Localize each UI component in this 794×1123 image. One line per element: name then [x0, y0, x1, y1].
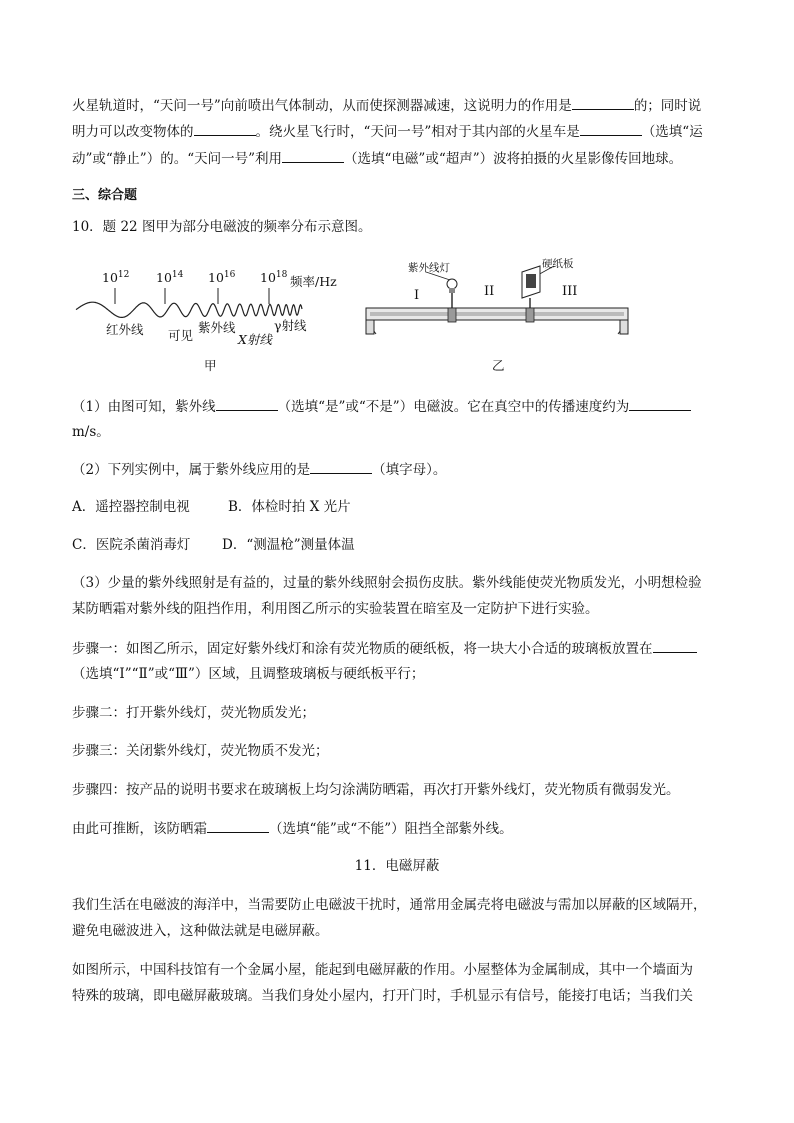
- text-line: [72, 818, 513, 839]
- ultraviolet-label: 紫外线: [198, 320, 236, 335]
- text: 步骤一：如图乙所示，固定好紫外线灯和涂有荧光物质的硬纸板，将一块大小合适的玻璃板放置在: [72, 641, 653, 657]
- text-line: [72, 148, 682, 169]
- freq-label-14: $10^{14}$: [156, 270, 184, 286]
- text: （选填“运: [641, 124, 703, 140]
- text-line: m/s。: [72, 424, 110, 440]
- caption-jia: 甲: [204, 358, 217, 373]
- unit-label: 频率/Hz: [290, 274, 337, 289]
- text-line: 某防晒霜对紫外线的阻挡作用，利用图乙所示的实验装置在暗室及一定防护下进行实验。: [72, 601, 599, 617]
- answer-blank[interactable]: [572, 95, 634, 110]
- text: 明力可以改变物体的: [72, 124, 194, 140]
- option-d: D．“测温枪”测量体温: [222, 537, 355, 553]
- answer-blank[interactable]: [207, 818, 269, 833]
- answer-blank[interactable]: [653, 638, 697, 653]
- text-line: [72, 95, 701, 116]
- option-b: B．体检时拍 X 光片: [228, 499, 351, 515]
- text-line: 避免电磁波进入，这种做法就是电磁屏蔽。: [72, 923, 329, 939]
- text: （选填“电磁”或“超声”）波将拍摄的火星影像传回地球。: [344, 151, 683, 167]
- text-line: 如图所示，中国科技馆有一个金属小屋，能起到电磁屏蔽的作用。小屋整体为金属制成，其中一个墙面为: [72, 962, 693, 978]
- board-label: 硬纸板: [542, 258, 574, 270]
- answer-blank[interactable]: [216, 396, 278, 411]
- caption-yi: 乙: [492, 358, 505, 373]
- option-row: [72, 497, 190, 517]
- section-heading: 三、综合题: [72, 188, 138, 203]
- text: 的；同时说: [633, 98, 702, 114]
- text-line: 我们生活在电磁波的海洋中，当需要防止电磁波干扰时，通常用金属壳将电磁波与需加以屏蔽的区域隔开，: [72, 897, 707, 913]
- text-line: [72, 638, 697, 659]
- text-line: （选填“I”“Ⅱ”或“Ⅲ”）区域，且调整玻璃板与硬纸板平行；: [72, 666, 425, 682]
- freq-label-16: $10^{16}$: [208, 270, 236, 286]
- text: 由此可推断，该防晒霜: [72, 821, 207, 837]
- figure-spectrum: [70, 262, 350, 374]
- infrared-label: 红外线: [106, 322, 144, 337]
- text-line: 步骤二：打开紫外线灯，荧光物质发光；: [72, 705, 315, 721]
- freq-label-18: $10^{18}$: [260, 270, 288, 286]
- text-line: [72, 396, 691, 417]
- text-line: （3）少量的紫外线照射是有益的，过量的紫外线照射会损伤皮肤。紫外线能使荧光物质发光，小明想检验: [72, 575, 702, 591]
- text: 。绕火星飞行时，“天问一号”相对于其内部的火星车是: [255, 124, 580, 140]
- region-1-label: I: [414, 288, 420, 303]
- lamp-label: 紫外线灯: [408, 262, 450, 274]
- question-11-title: 11．电磁屏蔽: [354, 858, 440, 874]
- gamma-label: γ射线: [274, 318, 307, 333]
- text: （填字母）。: [372, 462, 447, 478]
- xray-label: X射线: [238, 332, 272, 347]
- text-line: 步骤三：关闭紫外线灯，荧光物质不发光；: [72, 743, 329, 759]
- text: （选填“是”或“不是”）电磁波。它在真空中的传播速度约为: [277, 399, 630, 415]
- text: （选填“能”或“不能”）阻挡全部紫外线。: [269, 821, 513, 837]
- text-line: [72, 121, 703, 142]
- text-line: 特殊的玻璃，即电磁屏蔽玻璃。当我们身处小屋内，打开门时，手机显示有信号，能接打电话；当我们关: [72, 988, 693, 1004]
- answer-blank[interactable]: [282, 148, 344, 163]
- text: 动”或“静止”）的。“天问一号”利用: [72, 151, 283, 167]
- text: 火星轨道时，“天问一号”向前喷出气体制动，从而使探测器减速，这说明力的作用是: [72, 98, 572, 114]
- text-line: 步骤四：按产品的说明书要求在玻璃板上均匀涂满防晒霜，再次打开紫外线灯，荧光物质有微弱发光。: [72, 782, 680, 798]
- question-10-stem: 10．题 22 图甲为部分电磁波的频率分布示意图。: [72, 219, 372, 235]
- text-line: [72, 459, 446, 480]
- answer-blank[interactable]: [629, 396, 691, 411]
- text: （1）由图可知，紫外线: [72, 399, 216, 415]
- option-a: A．遥控器控制电视: [72, 499, 190, 515]
- option-c: C．医院杀菌消毒灯: [72, 537, 191, 553]
- text: （2）下列实例中，属于紫外线应用的是: [72, 462, 311, 478]
- answer-blank[interactable]: [580, 121, 642, 136]
- region-3-label: III: [562, 284, 578, 299]
- region-2-label: II: [484, 284, 495, 299]
- freq-label-12: $10^{12}$: [102, 270, 130, 286]
- answer-blank[interactable]: [194, 121, 256, 136]
- figure-apparatus: [358, 252, 638, 376]
- answer-blank[interactable]: [310, 459, 372, 474]
- visible-label: 可见: [168, 328, 194, 343]
